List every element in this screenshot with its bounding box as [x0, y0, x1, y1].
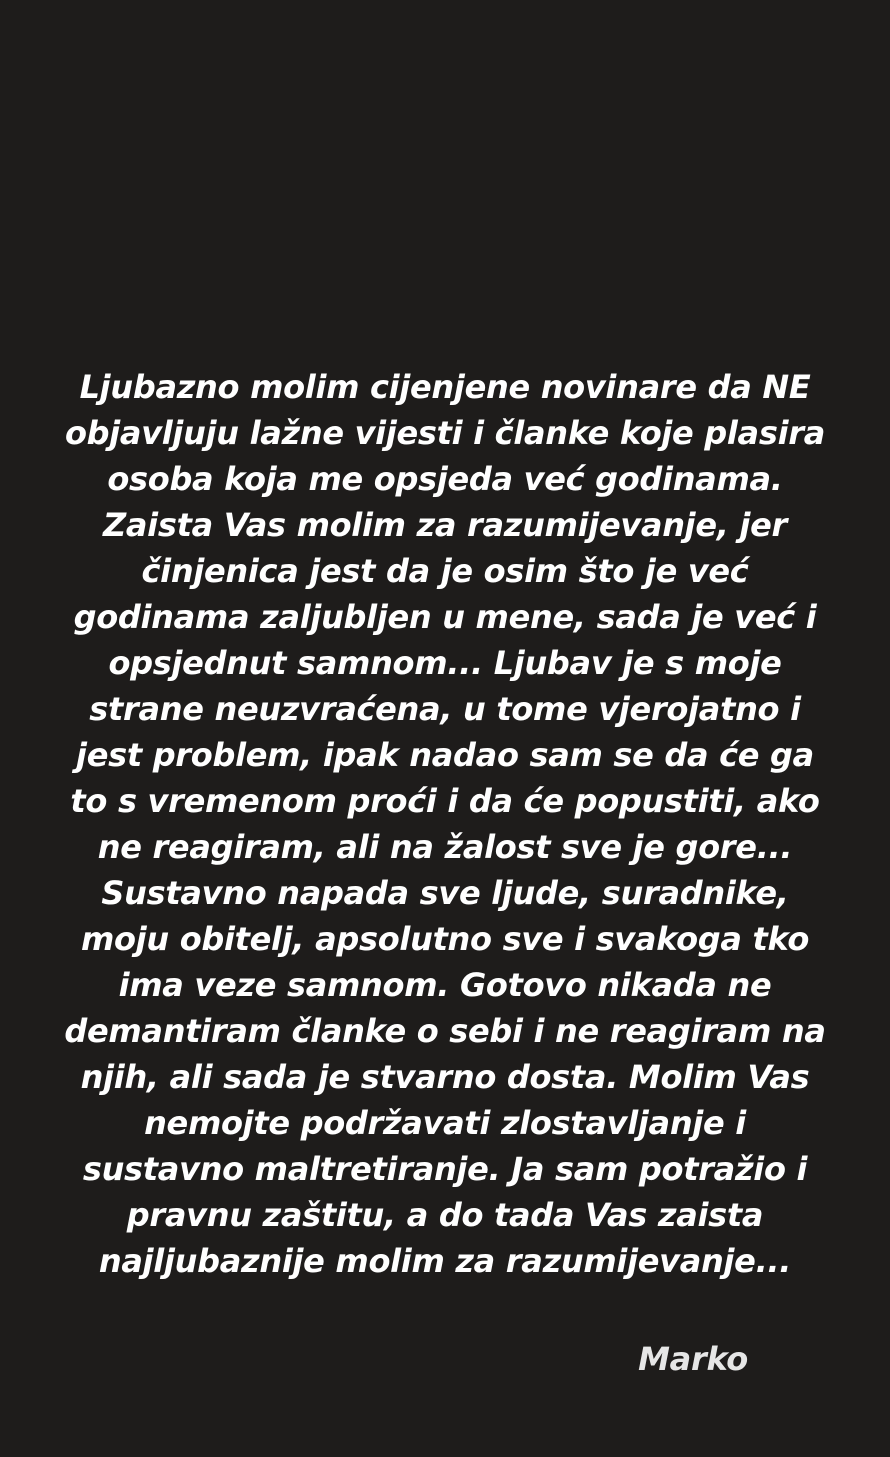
message-line: osoba koja me opsjeda već godinama. [107, 460, 783, 498]
message-line: objavljuju lažne vijesti i članke koje plasira [64, 414, 826, 452]
message-line: ne reagiram, ali na žalost sve je gore... [97, 828, 793, 866]
message-line: njih, ali sada je stvarno dosta. Molim Vas [80, 1058, 810, 1096]
message-line: pravnu zaštitu, a do tada Vas zaista [126, 1196, 764, 1234]
message-line: moju obitelj, apsolutno sve i svakoga tko [80, 920, 810, 958]
story-message [20, 364, 870, 1284]
message-line: ima veze samnom. Gotovo nikada ne [118, 966, 772, 1004]
message-line: Ljubazno molim cijenjene novinare da NE [79, 368, 811, 406]
message-line: jest problem, ipak nadao sam se da će ga [76, 736, 814, 774]
message-line: Sustavno napada sve ljude, suradnike, [101, 874, 789, 912]
message-line: to s vremenom proći i da će popustiti, ako [70, 782, 820, 820]
message-line: demantiram članke o sebi i ne reagiram na [64, 1012, 826, 1050]
signature: Marko [638, 1340, 748, 1378]
message-line: činjenica jest da je osim što je već [141, 552, 749, 590]
message-line: najljubaznije molim za razumijevanje... [98, 1242, 792, 1280]
message-line: godinama zaljubljen u mene, sada je već i [73, 598, 817, 636]
message-line: opsjednut samnom... Ljubav je s moje [108, 644, 782, 682]
message-line: Zaista Vas molim za razumijevanje, jer [102, 506, 788, 544]
message-line: strane neuzvraćena, u tome vjerojatno i [89, 690, 801, 728]
message-line: sustavno maltretiranje. Ja sam potražio i [82, 1150, 808, 1188]
message-line: nemojte podržavati zlostavljanje i [144, 1104, 746, 1142]
